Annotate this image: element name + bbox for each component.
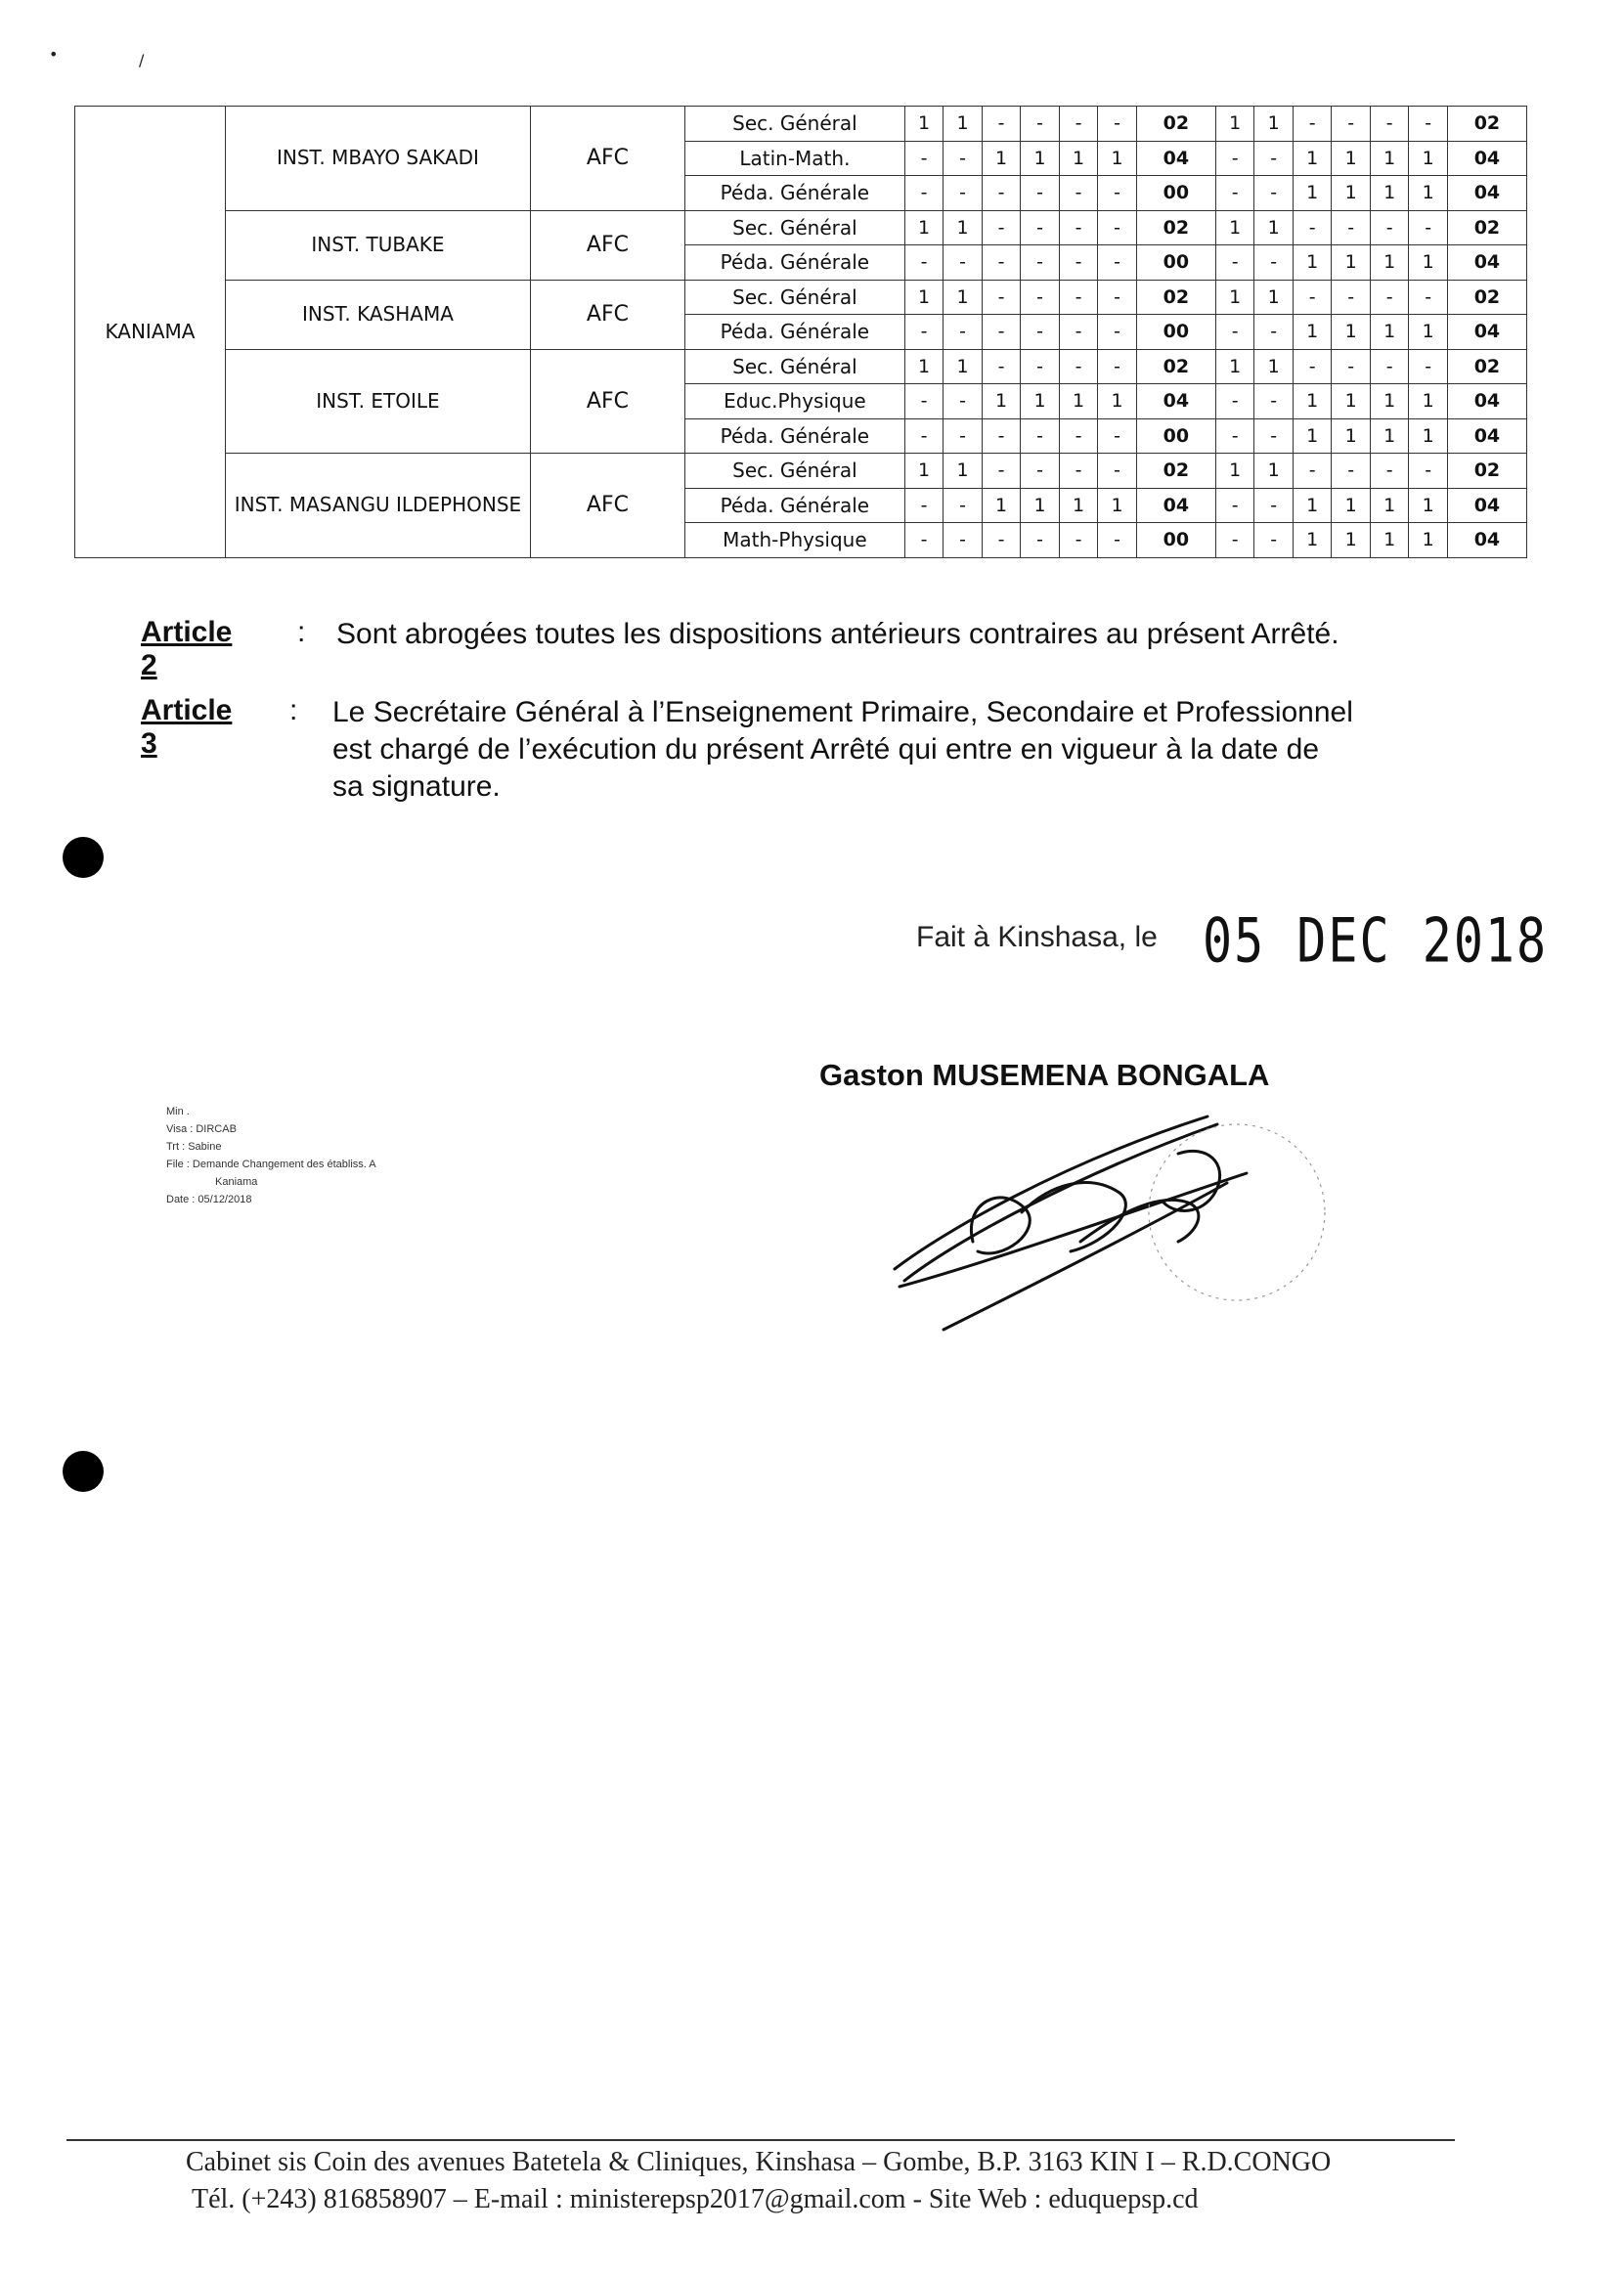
memo-line: File : Demande Changement des établiss. A [166, 1159, 376, 1170]
article-2-colon: : [297, 616, 306, 648]
count-cell: 1 [1254, 280, 1294, 315]
count-cell: - [1059, 523, 1098, 558]
school-name-cell: INST. ETOILE [225, 349, 530, 454]
total-cell: 04 [1447, 245, 1526, 281]
count-cell: - [944, 141, 983, 176]
count-cell: - [904, 245, 944, 281]
section-cell: Sec. Général [684, 454, 904, 489]
count-cell: - [1254, 315, 1294, 350]
count-cell: 1 [944, 107, 983, 142]
count-cell: 1 [1021, 488, 1060, 523]
count-cell: - [1215, 141, 1254, 176]
count-cell: - [1332, 107, 1371, 142]
article-2-label: Article 2 [141, 616, 233, 681]
count-cell: 1 [1059, 141, 1098, 176]
count-cell: 1 [982, 141, 1021, 176]
count-cell: - [944, 418, 983, 454]
count-cell: 1 [1332, 245, 1371, 281]
count-cell: 1 [904, 349, 944, 384]
count-cell: - [1098, 176, 1137, 211]
place-date: Fait à Kinshasa, le [916, 921, 1158, 953]
count-cell: - [1098, 245, 1137, 281]
total-cell: 02 [1136, 454, 1215, 489]
count-cell: - [1059, 454, 1098, 489]
article-3-line: Le Secrétaire Général à l’Enseignement Primaire, Secondaire et Professionnel [332, 696, 1353, 728]
count-cell: 1 [1215, 349, 1254, 384]
school-name-cell: INST. KASHAMA [225, 280, 530, 349]
memo-line: Kaniama [215, 1176, 258, 1188]
article-3-colon: : [289, 694, 298, 726]
article-3-label: Article 3 [141, 694, 233, 760]
table-row [75, 454, 1527, 489]
count-cell: 1 [1332, 488, 1371, 523]
total-cell: 04 [1136, 488, 1215, 523]
count-cell: - [982, 523, 1021, 558]
count-cell: 1 [1293, 418, 1332, 454]
schools-table [74, 106, 1527, 558]
count-cell: 1 [1409, 523, 1448, 558]
count-cell: - [944, 176, 983, 211]
school-type-cell: AFC [530, 349, 684, 454]
count-cell: 1 [1293, 245, 1332, 281]
count-cell: - [1021, 176, 1060, 211]
count-cell: 1 [1409, 315, 1448, 350]
section-cell: Péda. Générale [684, 488, 904, 523]
count-cell: 1 [1409, 488, 1448, 523]
total-cell: 04 [1447, 141, 1526, 176]
total-cell: 02 [1136, 280, 1215, 315]
count-cell: - [904, 418, 944, 454]
count-cell: - [1370, 210, 1409, 245]
count-cell: 1 [944, 210, 983, 245]
school-type-cell: AFC [530, 280, 684, 349]
count-cell: 1 [1409, 245, 1448, 281]
memo-block [166, 1103, 376, 1208]
count-cell: - [1098, 349, 1137, 384]
count-cell: 1 [1254, 210, 1294, 245]
memo-line: Date : 05/12/2018 [166, 1194, 252, 1205]
scan-mark-left: • [49, 45, 59, 64]
total-cell: 02 [1136, 210, 1215, 245]
school-type-cell: AFC [530, 454, 684, 558]
total-cell: 00 [1136, 418, 1215, 454]
count-cell: 1 [1332, 141, 1371, 176]
total-cell: 02 [1447, 107, 1526, 142]
total-cell: 00 [1136, 245, 1215, 281]
count-cell: 1 [1409, 418, 1448, 454]
count-cell: - [1293, 107, 1332, 142]
count-cell: 1 [1332, 523, 1371, 558]
section-cell: Educ.Physique [684, 384, 904, 419]
count-cell: - [1332, 210, 1371, 245]
article-2-text: Sont abrogées toutes les dispositions antérieurs contraires au présent Arrêté. [336, 618, 1339, 650]
count-cell: 1 [904, 210, 944, 245]
count-cell: - [982, 454, 1021, 489]
count-cell: - [1370, 454, 1409, 489]
school-name-cell: INST. TUBAKE [225, 210, 530, 280]
count-cell: - [944, 488, 983, 523]
count-cell: - [1059, 315, 1098, 350]
count-cell: - [1370, 349, 1409, 384]
total-cell: 00 [1136, 315, 1215, 350]
count-cell: 1 [904, 454, 944, 489]
count-cell: 1 [1293, 384, 1332, 419]
count-cell: - [1409, 349, 1448, 384]
count-cell: - [944, 245, 983, 281]
count-cell: 1 [1021, 141, 1060, 176]
section-cell: Péda. Générale [684, 315, 904, 350]
count-cell: - [1021, 245, 1060, 281]
count-cell: - [982, 349, 1021, 384]
count-cell: - [1215, 245, 1254, 281]
count-cell: - [1021, 454, 1060, 489]
count-cell: - [1409, 107, 1448, 142]
footer-contact: Tél. (+243) 816858907 – E-mail : ministerepsp2017@gmail.com - Site Web : eduquepsp.cd [192, 2184, 1199, 2214]
count-cell: - [904, 141, 944, 176]
count-cell: - [944, 384, 983, 419]
count-cell: - [1021, 280, 1060, 315]
school-type-cell: AFC [530, 107, 684, 211]
count-cell: - [1059, 280, 1098, 315]
footer-rule [66, 2139, 1455, 2141]
section-cell: Péda. Générale [684, 245, 904, 281]
count-cell: 1 [1293, 141, 1332, 176]
count-cell: - [1059, 349, 1098, 384]
count-cell: - [1215, 176, 1254, 211]
memo-line: Visa : DIRCAB [166, 1123, 237, 1135]
count-cell: 1 [904, 107, 944, 142]
table-body [75, 107, 1527, 558]
count-cell: 1 [1254, 454, 1294, 489]
count-cell: 1 [904, 280, 944, 315]
count-cell: 1 [944, 349, 983, 384]
count-cell: 1 [1059, 488, 1098, 523]
school-name-cell: INST. MBAYO SAKADI [225, 107, 530, 211]
count-cell: - [944, 523, 983, 558]
section-cell: Péda. Générale [684, 418, 904, 454]
total-cell: 04 [1447, 523, 1526, 558]
section-cell: Latin-Math. [684, 141, 904, 176]
count-cell: - [1332, 454, 1371, 489]
count-cell: - [1293, 280, 1332, 315]
count-cell: - [1254, 141, 1294, 176]
punch-hole-lower [63, 1451, 104, 1492]
count-cell: - [944, 315, 983, 350]
count-cell: - [1254, 384, 1294, 419]
total-cell: 02 [1136, 107, 1215, 142]
count-cell: - [904, 488, 944, 523]
count-cell: - [1293, 210, 1332, 245]
count-cell: 1 [1370, 176, 1409, 211]
school-type-cell: AFC [530, 210, 684, 280]
signatory-name: Gaston MUSEMENA BONGALA [819, 1058, 1270, 1092]
count-cell: - [1215, 418, 1254, 454]
count-cell: 1 [1098, 488, 1137, 523]
count-cell: - [1370, 107, 1409, 142]
count-cell: - [1098, 523, 1137, 558]
count-cell: - [1293, 454, 1332, 489]
count-cell: 1 [982, 488, 1021, 523]
count-cell: - [904, 384, 944, 419]
count-cell: 1 [1021, 384, 1060, 419]
count-cell: 1 [1370, 488, 1409, 523]
count-cell: - [1254, 418, 1294, 454]
count-cell: 1 [944, 454, 983, 489]
count-cell: - [1021, 315, 1060, 350]
count-cell: - [1021, 418, 1060, 454]
count-cell: - [1254, 488, 1294, 523]
total-cell: 00 [1136, 176, 1215, 211]
count-cell: - [1021, 349, 1060, 384]
count-cell: - [1370, 280, 1409, 315]
total-cell: 04 [1136, 384, 1215, 419]
count-cell: 1 [1293, 315, 1332, 350]
memo-line: Min . [166, 1106, 190, 1117]
article-3-line: sa signature. [332, 770, 501, 803]
count-cell: 1 [1370, 418, 1409, 454]
count-cell: - [1098, 280, 1137, 315]
count-cell: 1 [1215, 280, 1254, 315]
section-cell: Sec. Général [684, 280, 904, 315]
count-cell: - [1021, 210, 1060, 245]
count-cell: - [1409, 210, 1448, 245]
count-cell: 1 [1332, 176, 1371, 211]
count-cell: 1 [1332, 315, 1371, 350]
count-cell: 1 [1370, 141, 1409, 176]
count-cell: - [1332, 349, 1371, 384]
count-cell: - [904, 523, 944, 558]
section-cell: Péda. Générale [684, 176, 904, 211]
district-cell: KANIAMA [75, 107, 226, 558]
count-cell: - [982, 418, 1021, 454]
count-cell: 1 [1409, 141, 1448, 176]
total-cell: 00 [1136, 523, 1215, 558]
count-cell: 1 [1409, 176, 1448, 211]
count-cell: - [1059, 107, 1098, 142]
count-cell: 1 [1098, 141, 1137, 176]
count-cell: - [1059, 176, 1098, 211]
count-cell: 1 [1370, 315, 1409, 350]
count-cell: - [1293, 349, 1332, 384]
total-cell: 04 [1447, 418, 1526, 454]
count-cell: 1 [1254, 349, 1294, 384]
punch-hole-upper [63, 837, 104, 878]
count-cell: - [982, 315, 1021, 350]
count-cell: 1 [1293, 176, 1332, 211]
count-cell: - [1254, 523, 1294, 558]
total-cell: 02 [1136, 349, 1215, 384]
count-cell: 1 [982, 384, 1021, 419]
table-row [75, 280, 1527, 315]
count-cell: - [1098, 315, 1137, 350]
count-cell: 1 [1059, 384, 1098, 419]
count-cell: 1 [1332, 418, 1371, 454]
count-cell: - [982, 245, 1021, 281]
count-cell: - [904, 176, 944, 211]
total-cell: 04 [1447, 488, 1526, 523]
date-stamp: 05 DEC 2018 [1203, 905, 1549, 977]
count-cell: - [1098, 454, 1137, 489]
scan-mark-right: / [139, 51, 145, 69]
count-cell: 1 [1293, 523, 1332, 558]
count-cell: - [1254, 176, 1294, 211]
section-cell: Sec. Général [684, 349, 904, 384]
section-cell: Math-Physique [684, 523, 904, 558]
count-cell: - [1098, 418, 1137, 454]
footer-address: Cabinet sis Coin des avenues Batetela & Cliniques, Kinshasa – Gombe, B.P. 3163 KIN I – R.D.CONGO [186, 2147, 1332, 2177]
count-cell: 1 [1332, 384, 1371, 419]
total-cell: 02 [1447, 349, 1526, 384]
count-cell: - [1059, 210, 1098, 245]
total-cell: 02 [1447, 280, 1526, 315]
count-cell: 1 [1370, 245, 1409, 281]
count-cell: - [1254, 245, 1294, 281]
school-name-cell: INST. MASANGU ILDEPHONSE [225, 454, 530, 558]
count-cell: - [1215, 488, 1254, 523]
count-cell: - [1059, 245, 1098, 281]
table-row [75, 210, 1527, 245]
count-cell: 1 [944, 280, 983, 315]
count-cell: 1 [1409, 384, 1448, 419]
count-cell: 1 [1215, 454, 1254, 489]
total-cell: 04 [1136, 141, 1215, 176]
table-row [75, 107, 1527, 142]
count-cell: - [1409, 454, 1448, 489]
total-cell: 04 [1447, 176, 1526, 211]
count-cell: 1 [1215, 107, 1254, 142]
count-cell: 1 [1098, 384, 1137, 419]
table-row [75, 349, 1527, 384]
count-cell: 1 [1370, 523, 1409, 558]
count-cell: - [1215, 523, 1254, 558]
memo-line: Trt : Sabine [166, 1141, 222, 1153]
count-cell: 1 [1370, 384, 1409, 419]
section-cell: Sec. Général [684, 210, 904, 245]
count-cell: - [1021, 107, 1060, 142]
total-cell: 02 [1447, 210, 1526, 245]
count-cell: - [982, 280, 1021, 315]
count-cell: - [982, 107, 1021, 142]
signature-image [885, 1095, 1335, 1349]
count-cell: - [1059, 418, 1098, 454]
count-cell: - [982, 210, 1021, 245]
count-cell: - [1098, 210, 1137, 245]
count-cell: - [1215, 384, 1254, 419]
count-cell: - [904, 315, 944, 350]
count-cell: - [1215, 315, 1254, 350]
count-cell: 1 [1254, 107, 1294, 142]
count-cell: 1 [1293, 488, 1332, 523]
count-cell: - [982, 176, 1021, 211]
total-cell: 04 [1447, 315, 1526, 350]
count-cell: - [1332, 280, 1371, 315]
count-cell: 1 [1215, 210, 1254, 245]
article-3-text [332, 694, 1623, 806]
section-cell: Sec. Général [684, 107, 904, 142]
count-cell: - [1409, 280, 1448, 315]
count-cell: - [1098, 107, 1137, 142]
count-cell: - [1021, 523, 1060, 558]
total-cell: 02 [1447, 454, 1526, 489]
total-cell: 04 [1447, 384, 1526, 419]
article-3-line: est chargé de l’exécution du présent Arrêté qui entre en vigueur à la date de [332, 733, 1319, 766]
